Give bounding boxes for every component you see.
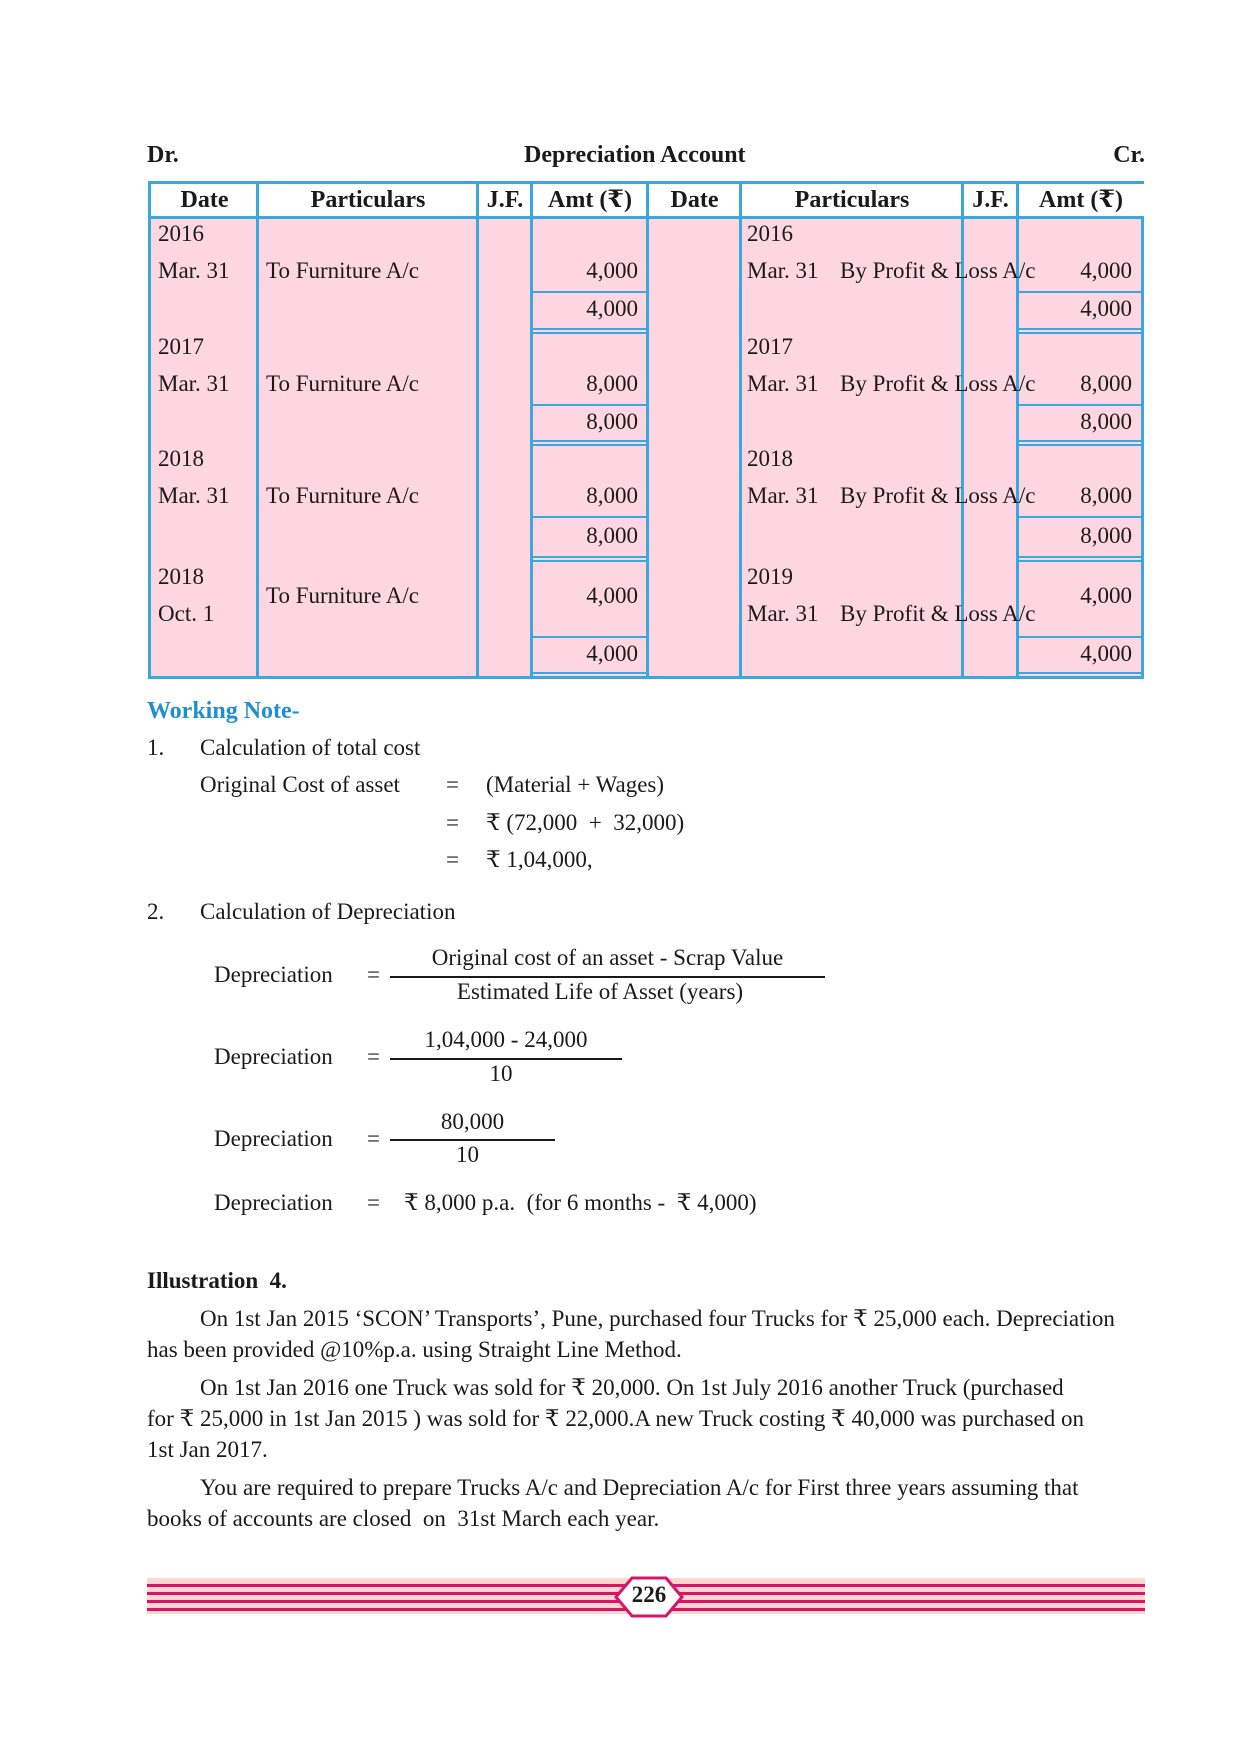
cr-total: 4,000 [1080, 296, 1132, 321]
dr-date: Oct. 1 [158, 601, 215, 626]
dr-particulars: To Furniture A/c [266, 483, 419, 508]
item-number: 1. [147, 735, 165, 760]
total-rule [533, 676, 646, 678]
paragraph-line: for ₹ 25,000 in 1st Jan 2015 ) was sold for ₹ 22,000.A new Truck costing ₹ 40,000 was purchased on [147, 1406, 1084, 1431]
cr-amount: 4,000 [1080, 258, 1132, 283]
equals-sign: = [367, 1190, 380, 1215]
dr-amount: 8,000 [586, 483, 638, 508]
paragraph-line: On 1st Jan 2015 ‘SCON’ Transports’, Pune, purchased four Trucks for ₹ 25,000 each. Depreciation [200, 1306, 1115, 1331]
cr-total: 8,000 [1080, 523, 1132, 548]
cr-amount: 4,000 [1080, 583, 1132, 608]
dr-total: 4,000 [586, 641, 638, 666]
total-rule [533, 291, 646, 293]
cr-date: Mar. 31 [747, 371, 819, 396]
dr-date: Mar. 31 [158, 371, 230, 396]
page-number: 226 [631, 1582, 667, 1607]
fraction-denominator: Estimated Life of Asset (years) [456, 979, 744, 1004]
total-rule [533, 636, 646, 638]
total-rule [533, 444, 646, 446]
dr-amount: 4,000 [586, 583, 638, 608]
total-rule [1019, 516, 1144, 518]
paragraph-line: has been provided @10%p.a. using Straight Line Method. [147, 1337, 682, 1362]
total-rule [1019, 676, 1144, 678]
dr-total: 8,000 [586, 409, 638, 434]
dr-label: Dr. [147, 142, 179, 168]
fraction-denominator: 10 [489, 1061, 513, 1086]
total-rule [533, 516, 646, 518]
total-rule [533, 560, 646, 562]
cr-date: Mar. 31 [747, 483, 819, 508]
total-rule [533, 404, 646, 406]
cr-amount: 8,000 [1080, 371, 1132, 396]
fraction-numerator: 1,04,000 - 24,000 [424, 1027, 588, 1052]
cr-date: Mar. 31 [747, 258, 819, 283]
dr-amount: 8,000 [586, 371, 638, 396]
working-note-title: Working Note- [147, 698, 300, 724]
equals-sign: = [446, 847, 459, 872]
dr-particulars: To Furniture A/c [266, 371, 419, 396]
fraction-numerator: Original cost of an asset - Scrap Value [431, 945, 784, 970]
fraction-bar [390, 976, 825, 978]
cr-total: 4,000 [1080, 641, 1132, 666]
total-rule [1019, 560, 1144, 562]
column-divider [739, 184, 742, 676]
dr-date: Mar. 31 [158, 483, 230, 508]
dr-year: 2016 [158, 221, 204, 246]
cr-total: 8,000 [1080, 409, 1132, 434]
depreciation-label: Depreciation [214, 1190, 333, 1215]
cr-label: Cr. [1113, 142, 1145, 168]
calc-line: (Material + Wages) [486, 772, 665, 797]
cr-particulars: By Profit & Loss A/c [840, 258, 1036, 283]
header-date-dr: Date [151, 184, 258, 219]
fraction-denominator: 10 [456, 1142, 479, 1167]
depreciation-label: Depreciation [214, 1044, 333, 1069]
cr-particulars: By Profit & Loss A/c [840, 483, 1036, 508]
dr-particulars: To Furniture A/c [266, 258, 419, 283]
total-rule [533, 556, 646, 558]
cr-amount: 8,000 [1080, 483, 1132, 508]
depreciation-result: ₹ 8,000 p.a. (for 6 months - ₹ 4,000) [404, 1190, 757, 1215]
total-rule [1019, 291, 1144, 293]
calc-line: ₹ (72,000 + 32,000) [486, 810, 685, 835]
dr-year: 2018 [158, 446, 204, 471]
dr-date: Mar. 31 [158, 258, 230, 283]
paragraph-line: You are required to prepare Trucks A/c and Depreciation A/c for First three years assuming that [200, 1475, 1079, 1500]
cr-date: Mar. 31 [747, 601, 819, 626]
header-amt-cr: Amt (₹) [1018, 184, 1144, 219]
header-date-cr: Date [648, 184, 741, 219]
ledger-title: Depreciation Account [524, 142, 746, 168]
original-cost-label: Original Cost of asset [200, 772, 400, 797]
header-particulars-cr: Particulars [741, 184, 963, 219]
column-divider [256, 184, 259, 676]
total-rule [1019, 556, 1144, 558]
item-title: Calculation of Depreciation [200, 899, 456, 924]
total-rule [533, 332, 646, 334]
column-divider [530, 184, 533, 676]
cr-particulars: By Profit & Loss A/c [840, 601, 1036, 626]
depreciation-label: Depreciation [214, 962, 333, 987]
equals-sign: = [367, 1126, 380, 1151]
column-divider [476, 184, 479, 676]
cr-particulars: By Profit & Loss A/c [840, 371, 1036, 396]
cr-year: 2017 [747, 334, 793, 359]
total-rule [1019, 404, 1144, 406]
paragraph-line: books of accounts are closed on 31st March each year. [147, 1506, 660, 1531]
total-rule [1019, 444, 1144, 446]
total-rule [1019, 636, 1144, 638]
ledger-heading [147, 142, 1145, 174]
fraction-numerator: 80,000 [440, 1109, 505, 1134]
fraction-bar [390, 1139, 555, 1141]
dr-amount: 4,000 [586, 258, 638, 283]
dr-year: 2017 [158, 334, 204, 359]
paragraph-line: 1st Jan 2017. [147, 1437, 268, 1462]
paragraph-line: On 1st Jan 2016 one Truck was sold for ₹ 20,000. On 1st July 2016 another Truck (purchased [200, 1375, 1064, 1400]
header-jf-dr: J.F. [478, 184, 532, 219]
dr-total: 8,000 [586, 523, 638, 548]
illustration-title: Illustration 4. [147, 1268, 287, 1293]
dr-total: 4,000 [586, 296, 638, 321]
item-number: 2. [147, 899, 165, 924]
header-particulars-dr: Particulars [258, 184, 478, 219]
total-rule [1019, 332, 1144, 334]
header-amt-dr: Amt (₹) [532, 184, 648, 219]
equals-sign: = [367, 962, 380, 987]
equals-sign: = [446, 772, 459, 797]
total-rule [1019, 440, 1144, 442]
depreciation-label: Depreciation [214, 1126, 333, 1151]
fraction-bar [390, 1058, 622, 1060]
cr-year: 2019 [747, 564, 793, 589]
total-rule [533, 672, 646, 674]
cr-year: 2016 [747, 221, 793, 246]
dr-particulars: To Furniture A/c [266, 583, 419, 608]
total-rule [533, 328, 646, 330]
calc-line: ₹ 1,04,000, [486, 847, 593, 872]
column-divider [646, 184, 649, 676]
item-title: Calculation of total cost [200, 735, 421, 760]
equals-sign: = [367, 1044, 380, 1069]
total-rule [1019, 672, 1144, 674]
dr-year: 2018 [158, 564, 204, 589]
total-rule [1019, 328, 1144, 330]
depreciation-ledger [148, 181, 1144, 679]
cr-year: 2018 [747, 446, 793, 471]
equals-sign: = [446, 810, 459, 835]
total-rule [533, 440, 646, 442]
header-jf-cr: J.F. [963, 184, 1018, 219]
